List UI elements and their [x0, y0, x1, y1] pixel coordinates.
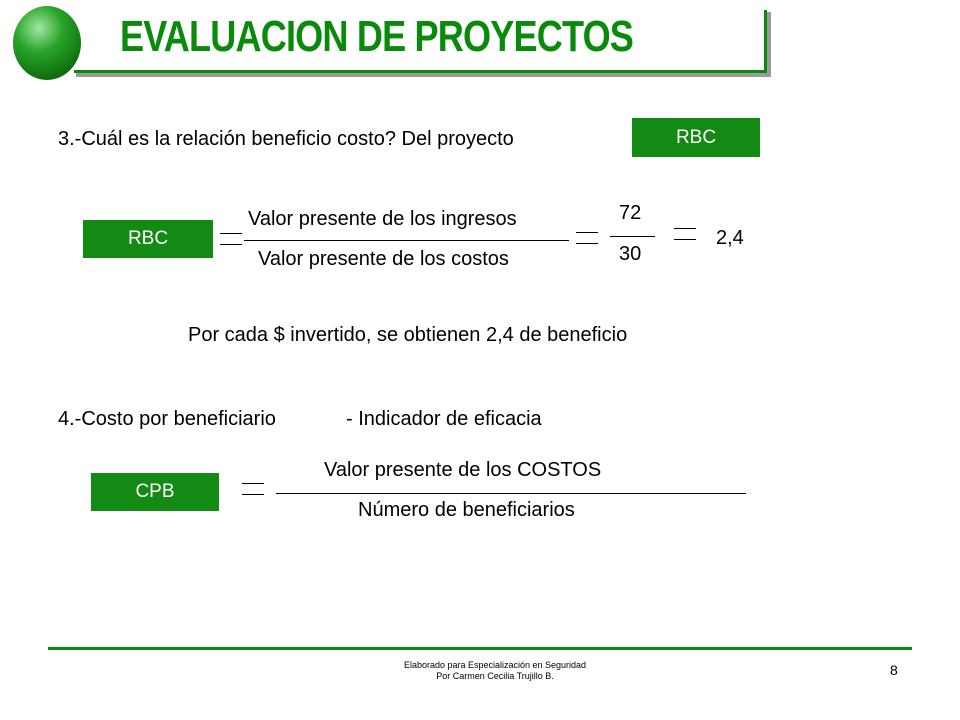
title-underline [74, 70, 767, 73]
title-underline-shadow [76, 73, 771, 77]
equals-sign-1 [220, 233, 242, 245]
equals-sign-4 [242, 483, 264, 495]
footer-line-2: Por Carmen Cecilia Trujillo B. [436, 671, 554, 681]
title-frame-vertical [764, 10, 767, 72]
rbc-fraction-line [244, 240, 569, 241]
question-3-text: 3.-Cuál es la relación beneficio costo? Del proyecto [58, 128, 514, 150]
cpb-label-box: CPB [91, 473, 219, 511]
rbc-denominator-value: 30 [619, 243, 642, 265]
cpb-denominator: Número de beneficiarios [358, 499, 575, 521]
footer-divider [48, 647, 912, 650]
cpb-fraction-line [276, 493, 746, 494]
rbc-value-fraction-line [610, 236, 655, 237]
rbc-label-box: RBC [83, 220, 213, 258]
rbc-numerator: Valor presente de los ingresos [248, 208, 517, 230]
rbc-result: 2,4 [716, 227, 744, 249]
rbc-numerator-value: 72 [619, 202, 642, 224]
cpb-numerator: Valor presente de los COSTOS [324, 459, 602, 481]
footer-credits [300, 660, 690, 682]
equals-sign-2 [576, 232, 598, 244]
page-number: 8 [890, 662, 898, 678]
title-frame-shadow [767, 12, 771, 76]
question-4-subtitle: - Indicador de eficacia [346, 408, 542, 430]
rbc-header-box: RBC [632, 118, 760, 157]
equals-sign-3 [674, 228, 696, 240]
footer-line-1: Elaborado para Especialización en Seguridad [403, 660, 587, 670]
green-sphere-icon [13, 6, 81, 80]
question-4-text: 4.-Costo por beneficiario [58, 408, 276, 430]
rbc-denominator: Valor presente de los costos [258, 248, 509, 270]
rbc-interpretation: Por cada $ invertido, se obtienen 2,4 de beneficio [188, 324, 628, 346]
page-title: EVALUACION DE PROYECTOS [120, 12, 634, 61]
